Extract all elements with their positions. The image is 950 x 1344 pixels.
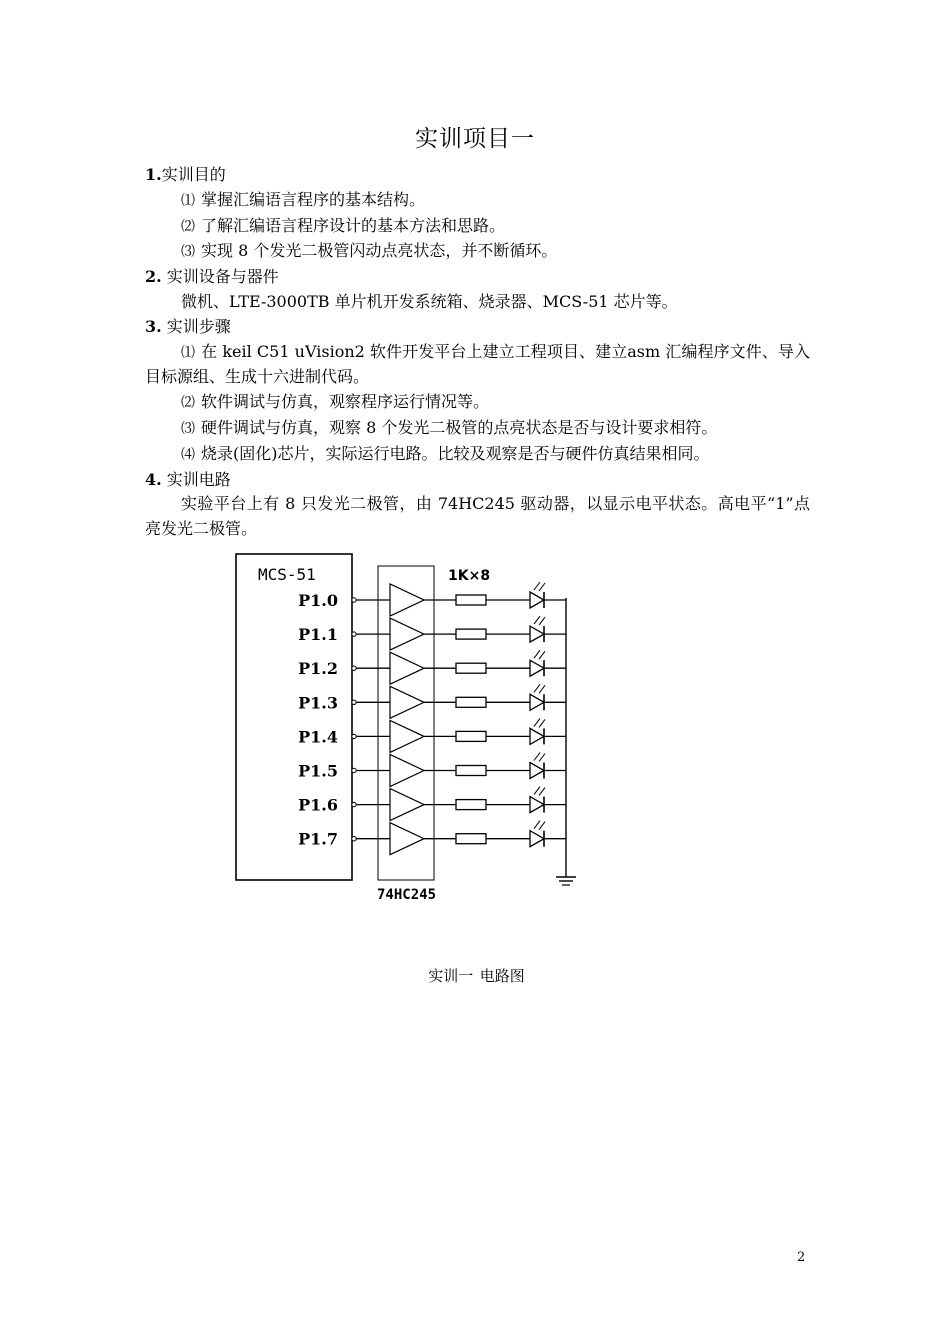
pin-label: P1.7 [298, 829, 338, 849]
ground-icon [556, 877, 576, 885]
light-arrow [534, 787, 540, 795]
pin-label: P1.2 [298, 659, 338, 679]
circuit-channel [298, 787, 566, 821]
light-arrow [539, 583, 545, 591]
circuit-channel [298, 821, 566, 855]
page-title: 实训项目一 [415, 126, 535, 152]
driver-label: 74HC245 [377, 887, 437, 903]
list-item: ⑵ 了解汇编语言程序设计的基本方法和思路。 [181, 215, 506, 235]
light-arrow [534, 582, 540, 590]
pin-label: P1.5 [298, 761, 338, 781]
pin-dot [352, 734, 356, 738]
buffer-icon [390, 720, 424, 752]
circuit-channel [298, 753, 566, 787]
light-arrow [534, 753, 540, 761]
pin-dot [352, 837, 356, 841]
caption-part-2: 电路图 [479, 967, 525, 985]
section-2-paragraph: 微机、LTE-3000TB 单片机开发系统箱、烧录器、MCS-51 芯片等。 [181, 291, 678, 311]
section-3-number: 3. [145, 316, 162, 336]
section-4-heading [145, 468, 810, 493]
light-arrow [539, 719, 545, 727]
section-3-title: 实训步骤 [166, 316, 231, 336]
page-number: 2 [797, 1250, 806, 1265]
resistor-icon [456, 800, 486, 810]
led-icon [530, 626, 544, 642]
pin-label: P1.4 [298, 727, 338, 747]
light-arrow [534, 821, 540, 829]
section-2-number: 2. [145, 267, 162, 287]
resistor-icon [456, 629, 486, 639]
list-item: ⑵ 软件调试与仿真，观察程序运行情况等。 [181, 392, 490, 412]
light-arrow [534, 684, 540, 692]
pin-label: P1.3 [298, 693, 338, 713]
pin-label: P1.1 [298, 625, 338, 645]
led-icon [530, 728, 544, 744]
circuit-channel [298, 582, 566, 616]
led-icon [530, 694, 544, 710]
pin-label: P1.0 [298, 591, 338, 610]
light-arrow [539, 754, 545, 762]
section-4-paragraph: 实验平台上有 8 只发光二极管，由 74HC245 驱动器，以显示电平状态。高电平“1”点亮发光二极管。 [145, 494, 810, 539]
buffer-icon [390, 584, 424, 616]
caption-part-1: 实训一 [428, 967, 474, 985]
light-arrow [534, 650, 540, 658]
led-icon [530, 592, 544, 608]
document-body [145, 163, 810, 542]
circuit-channel [298, 616, 566, 650]
led-icon [530, 660, 544, 676]
circuit-channel [298, 718, 566, 752]
resistor-icon [456, 663, 486, 673]
led-icon [530, 763, 544, 779]
light-arrow [539, 788, 545, 796]
pin-dot [352, 666, 356, 670]
section-3-heading [145, 315, 810, 340]
buffer-icon [390, 686, 424, 718]
buffer-icon [390, 823, 424, 855]
section-4-title: 实训电路 [166, 469, 231, 489]
buffer-icon [390, 755, 424, 787]
light-arrow [539, 822, 545, 830]
list-item: ⑶ 硬件调试与仿真，观察 8 个发光二极管的点亮状态是否与设计要求相符。 [181, 417, 718, 437]
figure-caption [0, 965, 950, 986]
light-arrow [539, 651, 545, 659]
resistor-label: 1K×8 [448, 568, 491, 584]
pin-dot [352, 768, 356, 772]
led-icon [530, 831, 544, 847]
list-item: ⑴ 在 keil C51 uVision2 软件开发平台上建立工程项目、建立asm 汇编程序文件、导入目标源组、生成十六进制代码。 [145, 341, 811, 387]
circuit-channel [298, 684, 566, 718]
pin-dot [352, 598, 356, 602]
list-item: ⑶ 实现 8 个发光二极管闪动点亮状态，并不断循环。 [181, 241, 558, 261]
section-2-heading [145, 265, 810, 290]
mcu-label: MCS-51 [258, 565, 316, 584]
circuit-channel [298, 650, 566, 684]
pin-dot [352, 632, 356, 636]
light-arrow [534, 616, 540, 624]
led-icon [530, 797, 544, 813]
section-4-number: 4. [145, 469, 162, 489]
section-1-number: 1. [145, 165, 162, 184]
light-arrow [534, 718, 540, 726]
pin-dot [352, 802, 356, 806]
list-item: ⑷ 烧录(固化)芯片，实际运行电路。比较及观察是否与硬件仿真结果相同。 [181, 443, 710, 463]
section-2-title: 实训设备与器件 [166, 267, 279, 287]
buffer-icon [390, 652, 424, 684]
resistor-icon [456, 834, 486, 844]
resistor-icon [456, 697, 486, 707]
resistor-icon [456, 731, 486, 741]
pin-label: P1.6 [298, 795, 338, 815]
circuit-diagram [230, 550, 590, 910]
resistor-icon [456, 766, 486, 776]
light-arrow [539, 685, 545, 693]
resistor-icon [456, 595, 486, 605]
pin-dot [352, 700, 356, 704]
list-item: ⑴ 掌握汇编语言程序的基本结构。 [181, 189, 426, 209]
light-arrow [539, 617, 545, 625]
section-1-title: 实训目的 [161, 165, 226, 184]
buffer-icon [390, 618, 424, 650]
buffer-icon [390, 789, 424, 821]
section-1-heading [145, 163, 810, 188]
